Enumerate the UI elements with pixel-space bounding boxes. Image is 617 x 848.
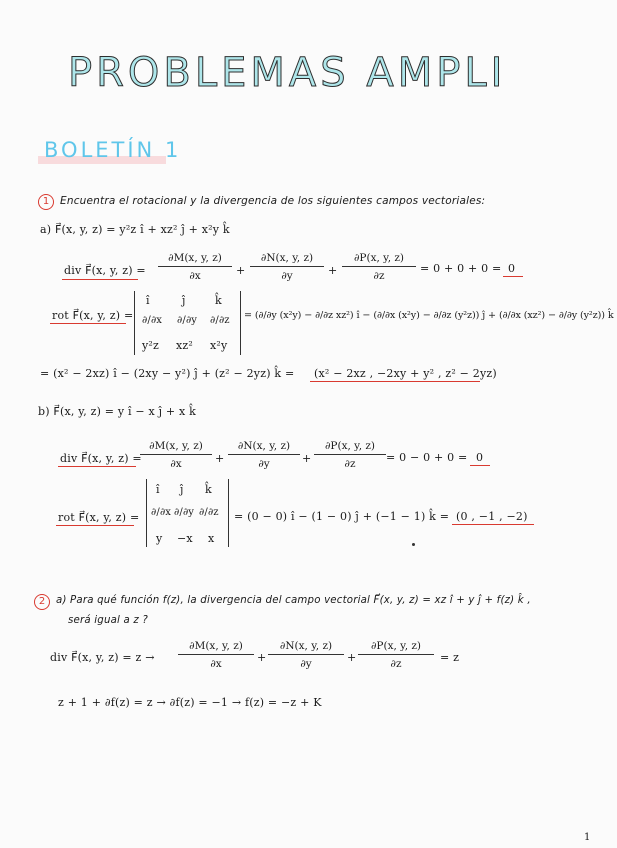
- problem-1a-rot-line2: = (x² − 2xz) î − (2xy − y²) ĵ + (z² − 2yz) k̂ =: [40, 367, 295, 380]
- det-cell: ĵ: [180, 483, 184, 496]
- problem-1a-div-underline: [62, 279, 138, 280]
- det-cell: xz²: [176, 339, 194, 352]
- det-cell: y: [156, 532, 163, 545]
- plus-sign: +: [328, 264, 338, 277]
- page-number: 1: [584, 832, 591, 843]
- problem-1a-rot-result: (x² − 2xz , −2xy + y² , z² − 2yz): [314, 367, 497, 380]
- problem-1b-rot-underline: [56, 525, 134, 526]
- problem-1b-div-term-2: $\frac{\partial N(x, y, z)}{\partial y}$: [228, 440, 300, 470]
- problem-1b-div-term-1: $\frac{\partial M(x, y, z)}{\partial x}$: [140, 440, 212, 470]
- problem-1-statement: Encuentra el rotacional y la divergencia de los siguientes campos vectoriales:: [60, 195, 486, 207]
- problem-1b-field: b) F⃗(x, y, z) = y î − x ĵ + x k̂: [38, 405, 197, 418]
- det-left-bar: [146, 479, 147, 547]
- det-cell: k̂: [205, 483, 212, 496]
- det-cell: y²z: [142, 339, 160, 352]
- problem-1a-div-term-2: $\frac{\partial N(x, y, z)}{\partial y}$: [250, 252, 324, 282]
- plus-sign: +: [215, 452, 225, 465]
- det-cell: ∂/∂y: [177, 315, 198, 326]
- problem-1b-rot-result: (0 , −1 , −2): [456, 510, 528, 523]
- problem-2-div-eq: = z: [440, 651, 460, 664]
- problem-1b-div-label: div F⃗(x, y, z) =: [60, 452, 142, 465]
- problem-2-div-term-3: $\frac{\partial P(x, y, z)}{\partial z}$: [358, 640, 434, 670]
- problem-1b-rot-label: rot F⃗(x, y, z) =: [58, 511, 140, 524]
- problem-2-solution: z + 1 + ∂f(z) = z → ∂f(z) = −1 → f(z) = −z + K: [58, 696, 322, 709]
- problem-1b-div-result-underline: [470, 465, 490, 466]
- det-cell: −x: [177, 532, 193, 545]
- problem-2-statement-line2: será igual a z ?: [68, 615, 148, 626]
- problem-1a-rot-expansion: = (∂/∂y (x²y) − ∂/∂z xz²) î − (∂/∂x (x²y) − ∂/∂z (y²z)) ĵ + (∂/∂x (xz²) − ∂/∂y (y²z)) k̂: [244, 310, 614, 321]
- problem-1b-rot-expansion: = (0 − 0) î − (1 − 0) ĵ + (−1 − 1) k̂ =: [234, 510, 450, 523]
- problem-1b-div-underline: [58, 466, 136, 467]
- problem-1a-rot-label: rot F⃗(x, y, z) =: [52, 309, 134, 322]
- det-cell: ∂/∂x: [151, 507, 172, 518]
- problem-1b-div-result: 0: [476, 451, 484, 464]
- det-cell: x²y: [210, 339, 228, 352]
- det-right-bar: [240, 291, 241, 355]
- plus-sign: +: [257, 651, 267, 664]
- page-title: PROBLEMAS AMPLI: [68, 50, 507, 96]
- section-subtitle: BOLETÍN 1: [44, 138, 182, 162]
- problem-2-div-term-2: $\frac{\partial N(x, y, z)}{\partial y}$: [268, 640, 344, 670]
- det-cell: k̂: [215, 294, 222, 307]
- det-cell: ∂/∂z: [199, 507, 219, 518]
- det-right-bar: [228, 479, 229, 547]
- problem-1-number: 1: [38, 194, 54, 210]
- det-cell: ∂/∂y: [174, 507, 195, 518]
- problem-1a-div-result: 0: [508, 262, 516, 275]
- problem-1a-div-term-1: $\frac{\partial M(x, y, z)}{\partial x}$: [158, 252, 232, 282]
- problem-1a-div-label: div F⃗(x, y, z) =: [64, 264, 146, 277]
- det-cell: ĵ: [182, 294, 186, 307]
- problem-2-div-term-1: $\frac{\partial M(x, y, z)}{\partial x}$: [178, 640, 254, 670]
- problem-1b-rot-result-underline: [452, 524, 534, 525]
- plus-sign: +: [302, 452, 312, 465]
- det-cell: î: [146, 294, 150, 307]
- problem-2-div-label: div F⃗(x, y, z) = z →: [50, 651, 155, 664]
- det-cell: ∂/∂x: [142, 315, 163, 326]
- det-cell: x: [208, 532, 215, 545]
- plus-sign: +: [347, 651, 357, 664]
- problem-2-number: 2: [34, 594, 50, 610]
- problem-1b-div-result-prefix: = 0 − 0 + 0 =: [386, 451, 468, 464]
- problem-1a-rot-result-underline: [310, 381, 480, 382]
- det-cell: ∂/∂z: [210, 315, 230, 326]
- problem-1b-div-term-3: $\frac{\partial P(x, y, z)}{\partial z}$: [314, 440, 386, 470]
- det-cell: î: [156, 483, 160, 496]
- problem-1a-div-result-underline: [503, 276, 523, 277]
- det-left-bar: [134, 291, 135, 355]
- plus-sign: +: [236, 264, 246, 277]
- problem-1a-div-result-prefix: = 0 + 0 + 0 =: [420, 262, 502, 275]
- problem-1a-rot-underline: [50, 323, 126, 324]
- problem-1a-field: a) F⃗(x, y, z) = y²z î + xz² ĵ + x²y k̂: [40, 223, 230, 236]
- problem-2-statement-line1: a) Para qué función f(z), la divergencia del campo vectorial F⃗(x, y, z) = xz î + y ĵ + f(z) k̂ ,: [56, 595, 531, 606]
- ink-dot: [412, 543, 415, 546]
- problem-1a-div-term-3: $\frac{\partial P(x, y, z)}{\partial z}$: [342, 252, 416, 282]
